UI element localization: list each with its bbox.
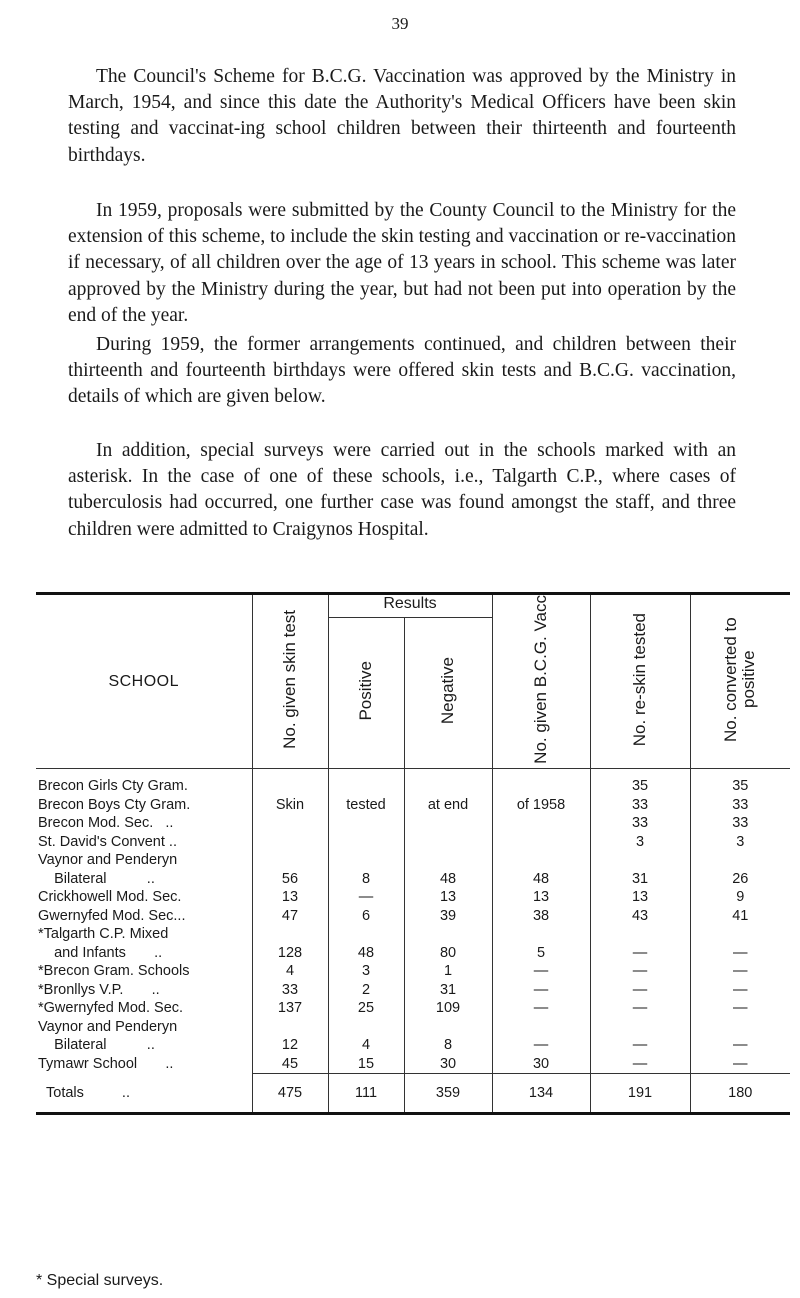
cell-converted (690, 1018, 790, 1037)
cell-converted (690, 851, 790, 870)
cell-negative (404, 851, 492, 870)
negative-header (404, 618, 492, 769)
cell-given (252, 1018, 328, 1037)
converted-positive-label: No. converted to positive (721, 617, 759, 742)
cell-converted: 33 (690, 814, 790, 833)
paragraph-text: The Council's Scheme for B.C.G. Vaccination was approved by the Ministry in March, 1954, and since this date the Authority's Medical Officers have been skin testing and vaccinat-ing school children between their thirteenth and fourteenth birthdays. (68, 66, 736, 166)
totals-given: 475 (252, 1074, 328, 1114)
cell-bcg (492, 796, 590, 815)
cell-positive: 2 (328, 981, 404, 1000)
cell-given: 33 (252, 981, 328, 1000)
cell-reskin (590, 1018, 690, 1037)
cell-bcg: 5 (492, 944, 590, 963)
cell-converted: — (690, 1036, 790, 1055)
totals-dots: .. (121, 1084, 130, 1101)
cell-given: 137 (252, 999, 328, 1018)
footnote: * Special surveys. (36, 1272, 164, 1289)
totals-bcg: 134 (492, 1074, 590, 1114)
cell-reskin: 13 (590, 888, 690, 907)
paragraph-text: During 1959, the former arrangements continued, and children between their thirteenth and fourteenth birthdays were offered skin tests and B.C.G. vaccination, details of which are given below. (68, 334, 736, 408)
cell-given: 45 (252, 1055, 328, 1074)
totals-label-cell (36, 1074, 252, 1114)
cell-converted: — (690, 944, 790, 963)
cell-negative: 39 (404, 907, 492, 926)
cell-given (252, 925, 328, 944)
cell-given: 13 (252, 888, 328, 907)
school-name: Vaynor and Penderyn (38, 1018, 178, 1035)
cell-given: 47 (252, 907, 328, 926)
cell-reskin: — (590, 962, 690, 981)
cell-positive: 25 (328, 999, 404, 1018)
cell-given (252, 851, 328, 870)
school-name: Tymawr School .. (38, 1055, 174, 1072)
table-row (36, 962, 790, 981)
school-name: *Gwernyfed Mod. Sec. (38, 1000, 184, 1016)
table-row (36, 888, 790, 907)
cell-positive: — (328, 888, 404, 907)
cell-negative (404, 833, 492, 852)
cell-bcg (492, 925, 590, 944)
negative-label: Negative (438, 657, 457, 725)
cell-reskin: 3 (590, 833, 690, 852)
school-name: and Infants .. (38, 944, 163, 961)
skin-note-part4: of 1958 (516, 796, 566, 813)
skin-note-part2: tested (346, 796, 386, 813)
school-name: Bilateral .. (38, 870, 155, 887)
cell-reskin: — (590, 999, 690, 1018)
school-name: *Bronllys V.P. .. (38, 981, 160, 998)
totals-reskin: 191 (590, 1074, 690, 1114)
paragraph-3 (68, 332, 736, 411)
paragraph-text: In addition, special surveys were carried out in the schools marked with an asterisk. In the case of one of these schools, i.e., Talgarth C.P., where cases of tuberculosis had occurred, one further case was found amongst the staff, and three children were admitted to Craigynos Hospital. (68, 440, 736, 540)
reskin-tested-label: No. re-skin tested (630, 612, 650, 747)
cell-positive (328, 796, 404, 815)
cell-negative: 13 (404, 888, 492, 907)
reskin-tested-header (590, 594, 690, 769)
cell-bcg (492, 769, 590, 796)
cell-positive: 15 (328, 1055, 404, 1074)
cell-reskin: 31 (590, 870, 690, 889)
cell-given (252, 833, 328, 852)
cell-reskin: — (590, 1036, 690, 1055)
table-row (36, 999, 790, 1018)
table-body (36, 769, 790, 1074)
table-row (36, 870, 790, 889)
cell-positive (328, 769, 404, 796)
converted-positive-header (690, 594, 790, 769)
cell-given: 4 (252, 962, 328, 981)
cell-negative: 30 (404, 1055, 492, 1074)
cell-positive (328, 925, 404, 944)
cell-positive (328, 814, 404, 833)
cell-bcg: 48 (492, 870, 590, 889)
cell-positive (328, 1018, 404, 1037)
school-name: Brecon Girls Cty Gram. (38, 778, 188, 794)
cell-bcg: — (492, 999, 590, 1018)
cell-negative (404, 796, 492, 815)
cell-converted: — (690, 999, 790, 1018)
given-bcg-label: No. given B.C.G. Vacc (531, 595, 551, 764)
cell-converted: — (690, 962, 790, 981)
cell-reskin: 35 (590, 769, 690, 796)
table-row (36, 981, 790, 1000)
cell-negative: 48 (404, 870, 492, 889)
cell-bcg: 38 (492, 907, 590, 926)
cell-positive: 4 (328, 1036, 404, 1055)
cell-converted: — (690, 1055, 790, 1074)
cell-bcg (492, 814, 590, 833)
paragraph-1 (68, 64, 736, 169)
given-skin-test-label: No. given skin test (280, 610, 299, 749)
cell-converted: 41 (690, 907, 790, 926)
cell-positive: 48 (328, 944, 404, 963)
cell-reskin (590, 925, 690, 944)
table-row (36, 1036, 790, 1055)
cell-negative: 109 (404, 999, 492, 1018)
totals-negative: 359 (404, 1074, 492, 1114)
paragraph-text: In 1959, proposals were submitted by the County Council to the Ministry for the extension of this scheme, to include the skin testing and vaccination or re-vaccination if necessary, of all children over the age of 13 years in school. This scheme was later approved by the Ministry during the year, but had not been put into operation by the end of the year. (68, 200, 736, 326)
totals-positive: 111 (328, 1074, 404, 1114)
given-bcg-header (492, 594, 590, 769)
skin-note-part1: Skin (275, 796, 305, 813)
table-row (36, 907, 790, 926)
cell-bcg: — (492, 981, 590, 1000)
cell-reskin: — (590, 1055, 690, 1074)
cell-converted (690, 925, 790, 944)
results-table (36, 592, 790, 1115)
cell-negative: 80 (404, 944, 492, 963)
cell-positive (328, 833, 404, 852)
cell-bcg: — (492, 962, 590, 981)
cell-given (252, 769, 328, 796)
cell-converted: 9 (690, 888, 790, 907)
table-row (36, 944, 790, 963)
cell-given (252, 814, 328, 833)
cell-reskin: — (590, 944, 690, 963)
positive-label: Positive (356, 661, 375, 721)
cell-converted: 3 (690, 833, 790, 852)
cell-given: 12 (252, 1036, 328, 1055)
school-name: St. David's Convent .. (38, 833, 177, 850)
school-header: SCHOOL (108, 672, 180, 690)
school-name: *Talgarth C.P. Mixed (38, 926, 169, 942)
school-name: Bilateral .. (38, 1037, 155, 1053)
cell-bcg: — (492, 1036, 590, 1055)
cell-negative (404, 925, 492, 944)
positive-header (328, 618, 404, 769)
cell-converted: 26 (690, 870, 790, 889)
cell-positive (328, 851, 404, 870)
school-name: Crickhowell Mod. Sec. (38, 889, 182, 905)
cell-negative: 31 (404, 981, 492, 1000)
cell-converted: 35 (690, 769, 790, 796)
cell-positive: 6 (328, 907, 404, 926)
cell-negative (404, 769, 492, 796)
paragraph-2 (68, 198, 736, 329)
paragraph-4 (68, 438, 736, 543)
table-row (36, 769, 790, 796)
school-name: *Brecon Gram. Schools (38, 963, 190, 979)
given-skin-test-header (252, 594, 328, 769)
table-row (36, 851, 790, 870)
table-row (36, 1018, 790, 1037)
cell-negative (404, 814, 492, 833)
school-name: Brecon Boys Cty Gram. (38, 796, 191, 813)
cell-given (252, 796, 328, 815)
page-number: 39 (391, 14, 409, 33)
totals-row (36, 1074, 790, 1114)
cell-negative: 1 (404, 962, 492, 981)
cell-positive: 3 (328, 962, 404, 981)
skin-note-part3: at end (427, 796, 469, 813)
cell-converted: 33 (690, 796, 790, 815)
totals-converted: 180 (690, 1074, 790, 1114)
school-name: Brecon Mod. Sec. .. (38, 815, 174, 831)
cell-bcg (492, 833, 590, 852)
school-name: Gwernyfed Mod. Sec... (38, 907, 186, 924)
cell-positive: 8 (328, 870, 404, 889)
bcg-results-table (36, 592, 790, 1115)
cell-bcg: 13 (492, 888, 590, 907)
cell-reskin (590, 851, 690, 870)
cell-reskin: 33 (590, 814, 690, 833)
cell-reskin: 43 (590, 907, 690, 926)
table-row (36, 925, 790, 944)
totals-label: Totals (46, 1084, 84, 1101)
cell-negative: 8 (404, 1036, 492, 1055)
table-row (36, 1055, 790, 1074)
cell-reskin: — (590, 981, 690, 1000)
table-row (36, 814, 790, 833)
cell-bcg: 30 (492, 1055, 590, 1074)
cell-negative (404, 1018, 492, 1037)
table-row (36, 796, 790, 815)
results-header: Results (328, 594, 492, 618)
cell-reskin: 33 (590, 796, 690, 815)
cell-bcg (492, 851, 590, 870)
table-row (36, 833, 790, 852)
school-name: Vaynor and Penderyn (38, 852, 178, 868)
cell-given: 128 (252, 944, 328, 963)
cell-given: 56 (252, 870, 328, 889)
cell-bcg (492, 1018, 590, 1037)
cell-converted: — (690, 981, 790, 1000)
